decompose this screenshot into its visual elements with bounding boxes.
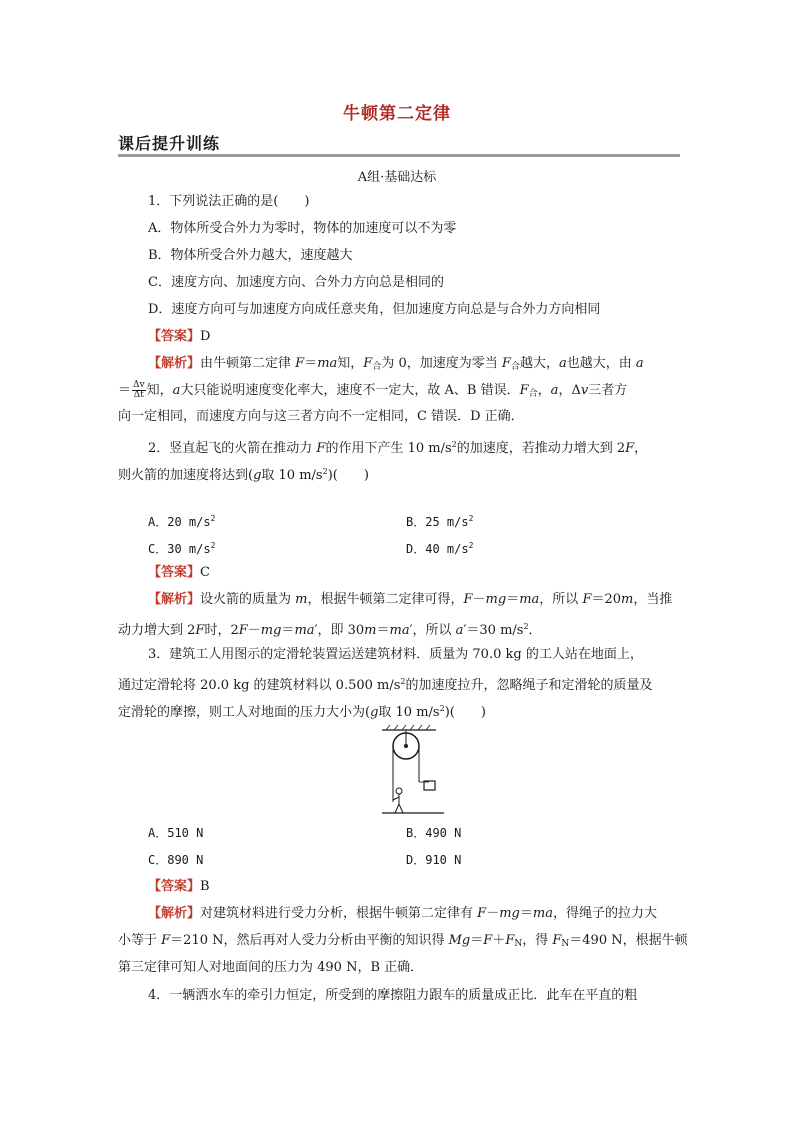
q1-analysis-line-3: 向一定相同，而速度方向与这三者方向不一定相同，C 错误．D 正确． <box>118 409 524 424</box>
q3-stem-line-2 <box>118 673 653 695</box>
var: F <box>501 356 511 371</box>
text: － <box>247 623 261 638</box>
text: 取 10 m/s <box>261 468 323 483</box>
text: ，所以 <box>539 592 583 607</box>
text: ＝20 <box>591 592 622 607</box>
q1-analysis-line-1 <box>148 355 644 376</box>
var: F <box>195 623 205 638</box>
text: ，根据牛顿第二定律可得， <box>307 592 464 607</box>
text: ＝ <box>281 623 295 638</box>
q2-option-d <box>406 537 473 558</box>
q1-option-b: B．物体所受合外力越大，速度越大 <box>148 248 353 263</box>
var: a <box>172 383 181 398</box>
text: 三者方 <box>588 383 628 398</box>
text: ＋ <box>492 933 506 948</box>
q3-stem-line-3 <box>118 700 486 722</box>
var: F <box>463 592 473 607</box>
subscript: N <box>561 939 570 949</box>
answer-tag: 【答案】 <box>148 879 201 894</box>
var: mg <box>499 906 520 921</box>
var: F <box>552 933 562 948</box>
text: 小等于 <box>118 933 162 948</box>
text: 动力增大到 2 <box>118 623 196 638</box>
var: mg <box>485 592 507 607</box>
var: F <box>582 592 592 607</box>
analysis-tag: 【解析】 <box>148 906 201 921</box>
text: － <box>486 906 500 921</box>
q3-answer-value: B <box>200 879 210 894</box>
section-divider <box>118 154 680 157</box>
subscript: 合 <box>372 362 382 372</box>
text: 越大， <box>519 356 559 371</box>
text: ，所以 <box>412 623 456 638</box>
var: F <box>519 383 529 398</box>
text: ＝ <box>304 356 318 371</box>
answer-tag: 【答案】 <box>148 565 201 580</box>
superscript: 2 <box>451 440 457 449</box>
text: ，得 <box>522 933 553 948</box>
var: g <box>253 468 262 483</box>
var: m <box>364 623 377 638</box>
var: ma <box>519 592 540 607</box>
text: )( ) <box>327 468 369 483</box>
text: B．25 m/s <box>406 515 469 529</box>
q1-analysis-line-2 <box>118 381 627 403</box>
q2-stem-line-2 <box>118 463 369 485</box>
text: 知， <box>146 383 173 398</box>
superscript: 2 <box>439 704 445 713</box>
text: 大只能说明速度变化率大，速度不一定大，故 A、B 错误． <box>180 383 520 398</box>
text: ， <box>634 441 648 456</box>
text: A．20 m/s <box>148 515 211 529</box>
pulley-axle <box>404 744 408 748</box>
text: D．40 m/s <box>406 542 469 556</box>
text: 定滑轮的摩擦，则工人对地面的压力大小为( <box>118 705 371 720</box>
q1-option-d: D．速度方向可与加速度方向成任意夹角，但加速度方向总是与合外力方向相同 <box>148 302 601 317</box>
text: ＝ <box>376 623 390 638</box>
text: ． <box>528 623 542 638</box>
q3-analysis-line-2 <box>118 932 688 953</box>
q2-option-b <box>406 510 473 531</box>
text: ，当推 <box>633 592 673 607</box>
text: ′ <box>463 623 467 638</box>
text: 通过定滑轮将 20.0 kg 的建筑材料以 0.500 m/s <box>118 678 401 693</box>
text: ＝ <box>519 906 533 921</box>
subscript: 合 <box>510 362 520 372</box>
q1-answer <box>148 328 210 346</box>
text: 则火箭的加速度将达到( <box>118 468 254 483</box>
group-heading: A组·基础达标 <box>357 170 437 185</box>
superscript: 2 <box>322 467 328 476</box>
var: ma <box>389 623 410 638</box>
q2-answer <box>148 564 210 582</box>
analysis-tag: 【解析】 <box>148 592 201 607</box>
fraction <box>132 381 146 400</box>
q3-option-b: B．490 N <box>406 826 462 840</box>
var: a <box>558 356 567 371</box>
pulley-diagram <box>378 724 448 818</box>
superscript: 2 <box>400 677 406 686</box>
superscript: 2 <box>468 514 474 523</box>
text: ，即 30 <box>317 623 365 638</box>
var: ma <box>532 906 553 921</box>
var: F <box>363 356 373 371</box>
text: 取 10 m/s <box>378 705 440 720</box>
var: F <box>295 356 305 371</box>
analysis-tag: 【解析】 <box>148 356 201 371</box>
var: g <box>370 705 379 720</box>
q2-answer-value: C <box>200 565 210 580</box>
text: C．30 m/s <box>148 542 211 556</box>
text: 的加速度，若推动力增大到 2 <box>456 441 626 456</box>
var: a <box>635 356 644 371</box>
var: m <box>295 592 308 607</box>
q2-analysis-line-1 <box>148 591 672 609</box>
var: F <box>316 441 326 456</box>
text: － <box>472 592 486 607</box>
answer-tag: 【答案】 <box>148 329 201 344</box>
q1-option-a: A．物体所受合外力为零时，物体的加速度可以不为零 <box>148 221 457 236</box>
worker-figure <box>393 788 403 813</box>
var: Mg <box>448 933 471 948</box>
var: F <box>477 906 487 921</box>
q1-option-c: C．速度方向、加速度方向、合外力方向总是相同的 <box>148 275 444 290</box>
q3-answer <box>148 878 210 896</box>
q2-analysis-line-2 <box>118 618 542 640</box>
text: 的作用下产生 10 m/s <box>325 441 452 456</box>
var: mg <box>260 623 282 638</box>
text: ′ <box>409 623 413 638</box>
text: ＝ <box>506 592 520 607</box>
text: ， <box>537 383 551 398</box>
text: ＝490 N，根据牛顿 <box>569 933 688 948</box>
fraction-numerator: Δv <box>133 380 145 390</box>
page-title: 牛顿第二定律 <box>343 104 451 124</box>
var: F <box>483 933 493 948</box>
text: ＝ <box>118 383 132 398</box>
text: ，得绳子的拉力大 <box>552 906 657 921</box>
q1-stem: 1．下列说法正确的是( ) <box>148 194 310 209</box>
text: ，Δ <box>558 383 581 398</box>
var: F <box>161 933 171 948</box>
q3-option-c: C．890 N <box>148 853 204 867</box>
text: 知， <box>337 356 364 371</box>
text: 2．竖直起飞的火箭在推动力 <box>148 441 317 456</box>
q4-stem-line-1: 4．一辆洒水车的牵引力恒定，所受到的摩擦阻力跟车的质量成正比．此车在平直的粗 <box>148 988 638 1003</box>
q2-option-c <box>148 537 215 558</box>
var: a <box>550 383 559 398</box>
q3-analysis-line-3: 第三定律可知人对地面间的压力为 490 N，B 正确． <box>118 960 424 975</box>
var: ma <box>317 356 338 371</box>
var: ma <box>294 623 315 638</box>
text: 对建筑材料进行受力分析，根据牛顿第二定律有 <box>200 906 478 921</box>
ceiling-hatch <box>382 725 436 730</box>
var: a <box>455 623 464 638</box>
text: ＝30 m/s <box>466 623 524 638</box>
text: 为 0，加速度为零当 <box>381 356 502 371</box>
var: F <box>505 933 515 948</box>
q1-answer-value: D <box>200 329 211 344</box>
text: ＝210 N，然后再对人受力分析由平衡的知识得 <box>170 933 449 948</box>
superscript: 2 <box>210 541 216 550</box>
text: 也越大，由 <box>566 356 636 371</box>
var: F <box>625 441 635 456</box>
var: F <box>238 623 248 638</box>
q3-option-d: D．910 N <box>406 853 462 867</box>
q3-analysis-line-1 <box>148 905 657 923</box>
q2-option-a <box>148 510 215 531</box>
section-heading: 课后提升训练 <box>118 134 221 153</box>
subscript: 合 <box>528 389 538 399</box>
text: 由牛顿第二定律 <box>200 356 296 371</box>
fraction-denominator: Δt <box>133 390 144 400</box>
text: 的加速度拉升，忽略绳子和定滑轮的质量及 <box>405 678 653 693</box>
text: ＝ <box>470 933 484 948</box>
text: ′ <box>314 623 318 638</box>
var: v <box>580 383 589 398</box>
text: 设火箭的质量为 <box>200 592 296 607</box>
var: m <box>621 592 634 607</box>
q3-option-a: A．510 N <box>148 826 204 840</box>
text: )( ) <box>444 705 486 720</box>
subscript: N <box>514 939 523 949</box>
superscript: 2 <box>210 514 216 523</box>
q3-stem-line-1: 3．建筑工人用图示的定滑轮装置运送建筑材料．质量为 70.0 kg 的工人站在地面上， <box>148 647 643 662</box>
superscript: 2 <box>523 622 529 631</box>
text: 时，2 <box>204 623 239 638</box>
superscript: 2 <box>468 541 474 550</box>
q2-stem-line-1 <box>148 436 647 458</box>
